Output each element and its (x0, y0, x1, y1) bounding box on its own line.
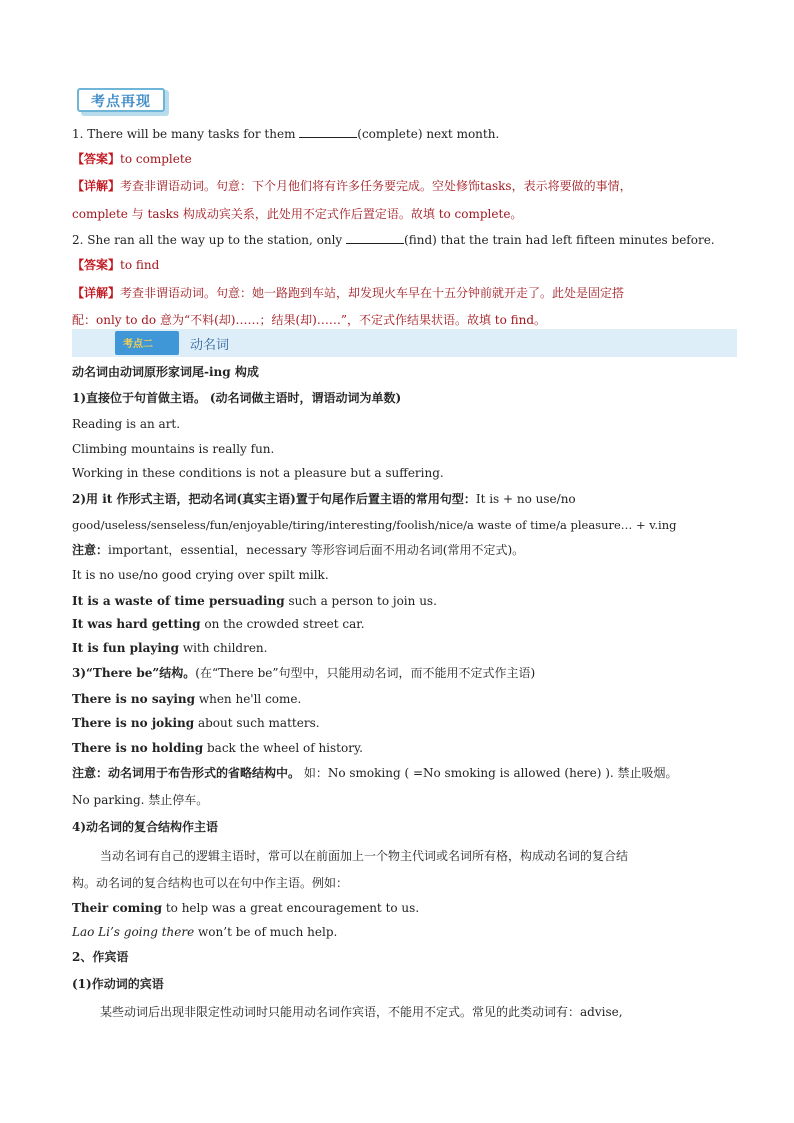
note-line (72, 765, 678, 781)
example-line: Climbing mountains is really fun. (72, 442, 275, 456)
example-line: Reading is an art. (72, 417, 181, 431)
example-text: about such matters. (194, 716, 320, 730)
rule-heading: 2)用 it 作形式主语，把动名词(真实主语)置于句尾作后置主语的常用句型： (72, 492, 476, 506)
rule-note: (动名词做主语时，谓语动词为单数) (209, 391, 402, 405)
question-text-cont: (find) that the train had left fifteen minutes before. (404, 233, 715, 247)
question-number: 2. (72, 233, 84, 247)
topic-tag (115, 331, 179, 355)
section-heading: 2、作宾语 (72, 950, 129, 964)
note-text: important，essential，necessary 等形容词后面不用动名词(常用不定式)。 (108, 543, 525, 557)
example-emphasis: It was hard getting (72, 617, 201, 631)
example-line (72, 640, 267, 656)
rule-pattern: It is + no use/no (475, 492, 576, 506)
subsection-heading: (1)作动词的宾语 (72, 977, 164, 991)
detail-1 (72, 178, 632, 194)
note-text: 如：No smoking ( =No smoking is allowed (here) ). 禁止吸烟。 (300, 766, 678, 780)
example-line (72, 593, 437, 609)
question-2 (72, 232, 715, 248)
example-line (72, 715, 320, 731)
detail-1-cont: complete 与 tasks 构成动宾关系，此处用不定式作后置定语。故填 to complete。 (72, 207, 523, 221)
answer-text: to complete (120, 152, 192, 166)
note-label: 注意： (72, 543, 109, 557)
example-text: won’t be of much help. (194, 925, 338, 939)
question-number: 1. (72, 127, 84, 141)
detail-2 (72, 285, 624, 301)
topic-title: 动名词 (190, 338, 230, 353)
example-text: when he'll come. (195, 692, 302, 706)
example-emphasis: Lao Li’s going there (72, 925, 195, 939)
section-badge (77, 88, 169, 116)
example-line (72, 900, 419, 916)
example-emphasis: It is fun playing (72, 641, 179, 655)
example-emphasis: It is a waste of time persuading (72, 594, 285, 608)
rule-1 (72, 390, 401, 406)
rule-2 (72, 491, 576, 507)
rule-3 (72, 665, 535, 681)
badge-label: 考点再现 (91, 94, 151, 110)
detail-2-cont: 配：only to do 意为“不料(却)……；结果(却)……”，不定式作结果状语。故填 to find。 (72, 313, 547, 327)
answer-text: to find (120, 258, 160, 272)
example-line (72, 691, 301, 707)
example-line: It is no use/no good crying over spilt milk. (72, 568, 329, 582)
example-text: back the wheel of history. (203, 741, 363, 755)
note-label: 注意：动名词用于布告形式的省略结构中。 (72, 766, 301, 780)
example-line: No parking. 禁止停车。 (72, 793, 209, 807)
example-line: Working in these conditions is not a pleasure but a suffering. (72, 466, 444, 480)
note-line (72, 542, 524, 558)
example-emphasis: There is no joking (72, 716, 195, 730)
answer-1 (72, 151, 192, 167)
answer-2 (72, 257, 159, 273)
detail-label: 【详解】 (72, 286, 121, 300)
example-text: on the crowded street car. (200, 617, 365, 631)
rule-note: (在“There be”句型中，只能用动名词，而不能用不定式作主语) (195, 666, 536, 680)
question-1 (72, 126, 499, 142)
rule-heading: 1)直接位于句首做主语。 (72, 391, 207, 405)
detail-text: 考查非谓语动词。句意：下个月他们将有许多任务要完成。空处修饰tasks，表示将要做的事情， (120, 179, 632, 193)
question-text-cont: (complete) next month. (357, 127, 500, 141)
answer-blank (299, 127, 357, 138)
answer-label: 【答案】 (72, 152, 121, 166)
example-text: with children. (179, 641, 268, 655)
example-emphasis: Their coming (72, 901, 163, 915)
paragraph-line: 构。动名词的复合结构也可以在句中作主语。例如： (72, 876, 349, 890)
example-line (72, 740, 363, 756)
rule-2-cont: good/useless/senseless/fun/enjoyable/tiring/interesting/foolish/nice/a waste of time/a pleasure… + v.ing (72, 518, 677, 532)
answer-blank (346, 233, 404, 244)
paragraph-line: 某些动词后出现非限定性动词时只能用动名词作宾语，不能用不定式。常见的此类动词有：advise, (100, 1005, 623, 1019)
question-text: She ran all the way up to the station, only (87, 233, 343, 247)
topic-tag-label: 考点二 (123, 339, 153, 350)
example-emphasis: There is no saying (72, 692, 195, 706)
answer-label: 【答案】 (72, 258, 121, 272)
example-text: to help was a great encouragement to us. (162, 901, 420, 915)
detail-label: 【详解】 (72, 179, 121, 193)
example-emphasis: There is no holding (72, 741, 204, 755)
topic-header (72, 329, 737, 357)
example-line (72, 924, 337, 940)
paragraph-line: 当动名词有自己的逻辑主语时，常可以在前面加上一个物主代词或名词所有格，构成动名词的复合结 (100, 849, 629, 863)
example-line (72, 616, 365, 632)
intro-line: 动名词由动词原形家词尾-ing 构成 (72, 365, 259, 379)
detail-text: 考查非谓语动词。句意：她一路跑到车站，却发现火车早在十五分钟前就开走了。此处是固定搭 (120, 286, 625, 300)
example-text: such a person to join us. (284, 594, 437, 608)
question-text: There will be many tasks for them (87, 127, 296, 141)
rule-heading: 3)“There be”结构。 (72, 666, 196, 680)
rule-4: 4)动名词的复合结构作主语 (72, 820, 219, 834)
